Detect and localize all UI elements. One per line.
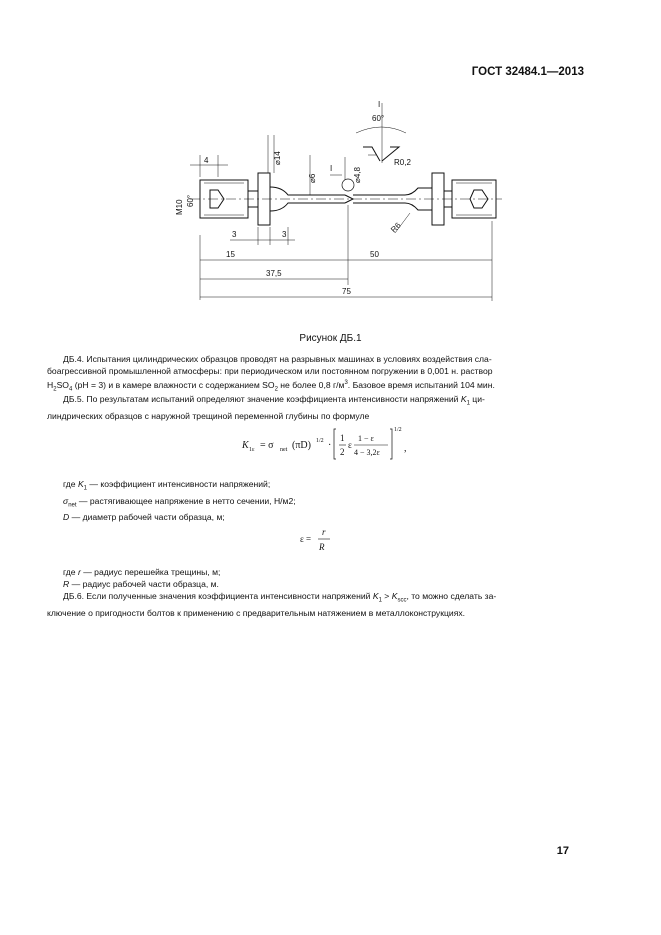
svg-text:ε: ε — [348, 440, 352, 450]
dim-m10: М10 — [175, 199, 184, 215]
paragraph-db4 — [47, 353, 581, 396]
def-r: где r — радиус перешейка трещины, м; — [63, 567, 221, 577]
dim-50: 50 — [370, 250, 379, 259]
svg-text:net: net — [280, 447, 288, 453]
dim-75: 75 — [342, 287, 351, 296]
dim-d48: ⌀4,8 — [353, 167, 362, 183]
paragraph-db5 — [47, 393, 581, 422]
formula-k1e — [240, 419, 410, 465]
def-d: D — диаметр рабочей части образца, м; — [63, 512, 225, 523]
svg-text:r: r — [322, 527, 326, 537]
svg-text:1ε: 1ε — [249, 447, 255, 453]
paragraph-db6 — [47, 590, 581, 619]
specimen-drawing — [170, 95, 510, 310]
svg-text:·: · — [328, 440, 332, 451]
figure-caption: Рисунок ДБ.1 — [299, 333, 362, 344]
svg-text:= σ: = σ — [260, 440, 274, 451]
detail-mark: I — [330, 164, 333, 173]
svg-text:(πD): (πD) — [292, 440, 311, 451]
svg-text:1/2: 1/2 — [394, 427, 402, 433]
p1-line1: ДБ.4. Испытания цилиндрических образцов проводят на разрывных машинах в условиях воздействия сла- — [63, 354, 492, 364]
dim-15: 15 — [226, 250, 235, 259]
def-sigma: $\sigma_{net}$ — растягивающее напряжение в нетто сечении, Н/м2; — [63, 495, 296, 509]
svg-text:,: , — [404, 443, 407, 454]
p3-line2: ключение о пригодности болтов к применению с предварительным натяжением в металлоконструкциях. — [47, 607, 466, 618]
svg-text:2: 2 — [340, 447, 345, 457]
p1-line3: $H_2SO_4$ (pH = 3) и в камере влажности с содержанием $SO_2$ не более 0,8 $г/м^3$. Базовое время испытаний 104 мин. — [47, 379, 495, 393]
p2-line1: ДБ.5. По результатам испытаний определяют значение коэффициента интенсивности напряжений $K_1$ ци- — [63, 394, 485, 407]
p2-line2: линдрических образцов с наружной трещиной переменной глубины по формуле — [47, 410, 370, 421]
svg-text:4 − 3,2ε: 4 − 3,2ε — [354, 448, 380, 457]
svg-text:1 − ε: 1 − ε — [358, 434, 374, 443]
p1-line2: боагрессивной промышленной атмосферы: при периодическом или постоянном погружении в 0,001 н. раствор — [47, 366, 493, 376]
dim-4: 4 — [204, 156, 209, 165]
svg-text:1/2: 1/2 — [316, 438, 324, 444]
p3-line1: ДБ.6. Если полученные значения коэффициента интенсивности напряжений $K_1 > K_{scc}$, то можно сделать за- — [63, 591, 497, 604]
detail-radius: R0,2 — [394, 158, 411, 167]
dim-60: 60° — [186, 194, 195, 207]
svg-text:1: 1 — [340, 433, 345, 443]
def-k1: где $K_1$ — коэффициент интенсивности напряжений; — [63, 479, 271, 492]
definitions-1 — [47, 478, 581, 523]
detail-angle: 60° — [372, 114, 385, 123]
dim-d6: ⌀6 — [308, 173, 317, 183]
formula-eps — [298, 523, 348, 555]
svg-text:K: K — [242, 440, 249, 451]
dim-d14: ⌀14 — [273, 151, 282, 165]
dim-375: 37,5 — [266, 269, 282, 278]
svg-text:R: R — [319, 542, 325, 552]
page-number: 17 — [556, 845, 569, 857]
definitions-2 — [47, 566, 581, 590]
dim-r6: R6 — [389, 220, 403, 235]
detail-view-mark: I — [378, 100, 381, 109]
standard-number: ГОСТ 32484.1—2013 — [471, 66, 584, 78]
def-big-r: R — радиус рабочей части образца, м. — [63, 579, 219, 589]
dim-3a: 3 — [232, 230, 237, 239]
svg-text:ε =: ε = — [300, 534, 312, 544]
dim-3b: 3 — [282, 230, 287, 239]
